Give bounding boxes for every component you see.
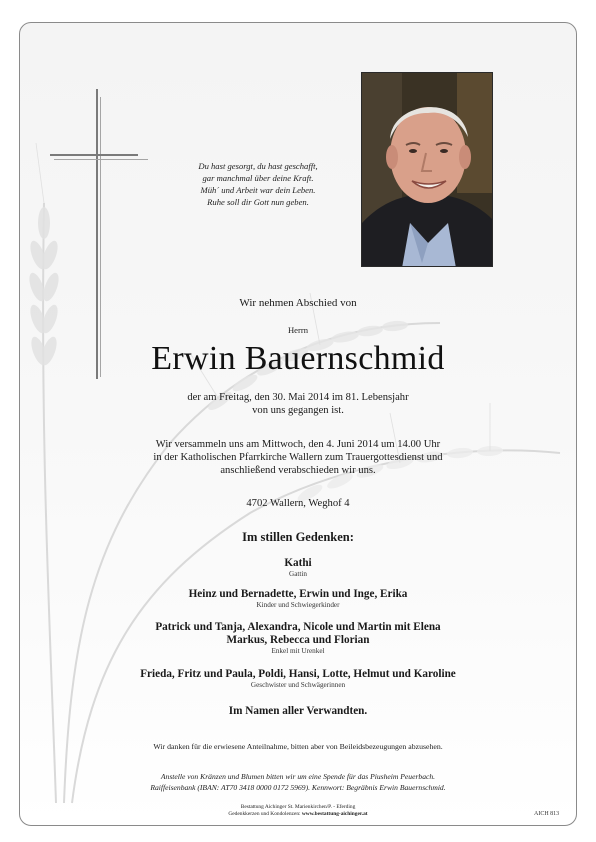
address: 4702 Wallern, Weghof 4 [246,498,350,509]
condolence-prefix: Gedenkkerzen und Kondolenzen: [228,811,301,817]
undertaker-footer [19,804,577,818]
mourner-group [19,668,577,690]
mourner-names: Markus, Rebecca und Florian [226,634,370,646]
portrait-photo [361,72,493,267]
mourner-names: Kathi [284,557,312,569]
verse-line: Du hast gesorgt, du hast geschafft, [198,161,318,171]
mourner-relation: Geschwister und Schwägerinnen [250,681,346,689]
cross-vertical-shadow [100,97,101,377]
cross-vertical-bar [96,89,98,379]
thanks-note: Wir danken für die erwiesene Anteilnahme, bitten aber von Beileidsbezeugungen abzusehen. [153,742,443,751]
deceased-name: Erwin Bauernschmid [151,340,445,377]
donation-note [19,771,577,793]
funeral-info [19,438,577,477]
mourner-names: Heinz und Bernadette, Erwin und Inge, Erika [188,588,408,600]
verse-line: gar manchmal über deine Kraft. [202,173,314,183]
donation-line: Raiffeisenbank (IBAN: AT70 3418 0000 0172 5969). Kennwort: Begräbnis Erwin Bauernschmid. [150,783,446,792]
mourner-relation: Enkel mit Urenkel [271,647,325,655]
memorial-verse [158,160,358,208]
salutation: Herrn [287,325,309,335]
website-link[interactable]: www.bestattung-aichinger.at [301,811,368,817]
cross-horizontal-shadow [54,159,148,160]
mourner-names: Frieda, Fritz und Paula, Poldi, Hansi, Lotte, Helmut und Karoline [140,668,456,680]
death-notice [19,391,577,417]
document-code: AICH 813 [534,811,560,817]
verse-line: Müh´ und Arbeit war dein Leben. [200,185,316,195]
cross-horizontal-bar [50,154,138,156]
intro-text: Wir nehmen Abschied von [239,297,357,309]
mourner-relation: Kinder und Schwiegerkinder [256,601,340,609]
verse-line: Ruhe soll dir Gott nun geben. [207,197,309,207]
condolence-line [19,811,577,818]
mourner-relation: Gattin [289,570,307,578]
mourner-names: Patrick und Tanja, Alexandra, Nicole und Martin mit Elena [155,621,441,633]
death-line: von uns gegangen ist. [252,405,344,416]
portrait-image [362,73,493,267]
mourner-group [19,557,577,579]
funeral-line: Wir versammeln uns am Mittwoch, den 4. Juni 2014 um 14.00 Uhr [155,439,441,450]
donation-line: Anstelle von Kränzen und Blumen bitten wir um eine Spende für das Piusheim Peuerbach. [160,772,436,781]
funeral-line: in der Katholischen Pfarrkirche Wallern zum Trauergottesdienst und [153,452,443,463]
undertaker-name: Bestattung Aichinger St. Marienkirchen/P. - Eferding [240,804,356,810]
closing-line: Im Namen aller Verwandten. [228,705,368,717]
funeral-line: anschließend verabschieden wir uns. [220,465,376,476]
mourner-group [19,588,577,610]
mourner-group [19,621,577,656]
death-line: der am Freitag, den 30. Mai 2014 im 81. Lebensjahr [187,392,409,403]
gedenken-heading: Im stillen Gedenken: [242,530,354,544]
